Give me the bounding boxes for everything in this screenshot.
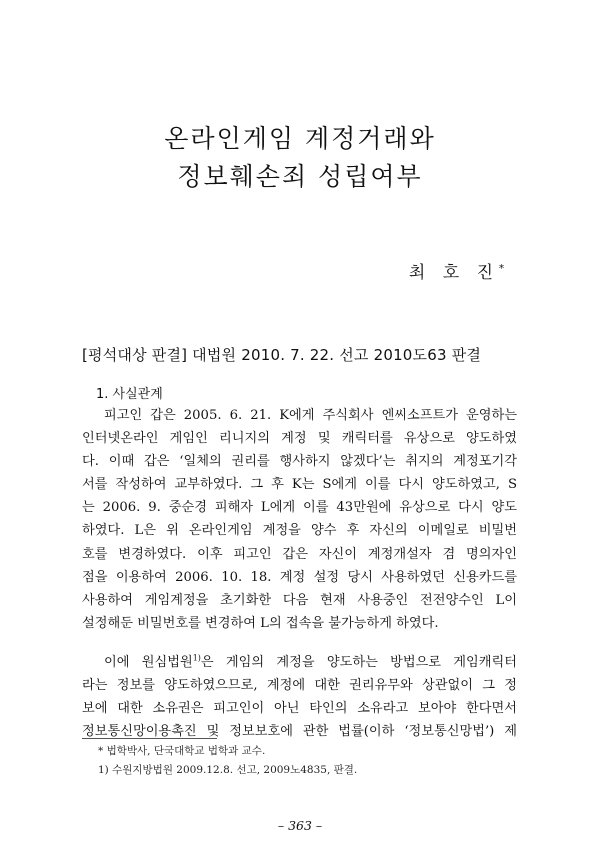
paragraph-line: 호를 변경하였다. 이후 피고인 갑은 자신이 계정개설자 겸 명의자인 (82, 546, 517, 562)
footnote-1: 1) 수원지방법원 2009.12.8. 선고, 2009노4835, 판결. (98, 764, 358, 776)
footnote-ref-1: 1) (192, 653, 201, 663)
article-title-line-1: 온라인게임 계정거래와 (164, 124, 436, 153)
footnotes (98, 742, 357, 780)
paragraph-line: 다. 이때 갑은 ‘일체의 권리를 행사하지 않겠다’는 취지의 계정포기각 (82, 454, 517, 470)
paragraph-lower-court (82, 651, 517, 743)
paragraph-line: 사용하여 게임계정을 초기화한 다음 현재 사용중인 전전양수인 L이 (82, 592, 517, 608)
author-footnote-mark: * (499, 263, 504, 275)
footnote-author: * 법학박사, 단국대학교 법학과 교수. (98, 745, 266, 757)
section-heading: 1. 사실관계 (96, 387, 163, 402)
article-title-line-2: 정보훼손죄 성립여부 (177, 162, 423, 191)
author-name (409, 258, 504, 283)
paragraph-line: 설정해둔 비밀번호를 변경하여 L의 접속을 불가능하게 하였다. (82, 615, 439, 631)
case-heading: [평석대상 판결] 대법원 2010. 7. 22. 선고 2010도63 판결 (82, 346, 482, 364)
paragraph-line: 하였다. L은 위 온라인게임 계정을 양수 후 자신의 이메일로 비밀번 (82, 523, 517, 539)
paragraph-line (82, 651, 517, 674)
paragraph-line: 인터넷온라인 게임인 리니지의 계정 및 캐릭터를 유상으로 양도하였 (82, 431, 517, 447)
paragraph-line: 정보통신망이용촉진 및 정보보호에 관한 법률(이하 ‘정보통신망법’) 제 (82, 724, 517, 740)
paragraph-line: 서를 작성하여 교부하였다. 그 후 K는 S에게 이를 다시 양도하였고, S (82, 477, 517, 493)
author-name-text: 최 호 진 (408, 263, 499, 283)
paragraph-line: 라는 정보를 양도하였으므로, 계정에 대한 권리유무와 상관없이 그 정 (82, 678, 517, 694)
paragraph-line: 보에 대한 소유권은 피고인이 아닌 타인의 소유라고 보아야 한다면서 (82, 701, 517, 717)
page-number: – 363 – (277, 818, 323, 833)
text-run: 이에 원심법원 (104, 655, 193, 670)
paragraph-line: 점을 이용하여 2006. 10. 18. 계정 설정 당시 사용하였던 신용카드를 (82, 569, 517, 585)
paragraph-facts (82, 404, 517, 635)
text-run: 은 게임의 계정을 양도하는 방법으로 게임캐릭터 (200, 655, 517, 670)
paragraph-line: 피고인 갑은 2005. 6. 21. K에게 주식회사 엔씨소프트가 운영하는 (104, 408, 517, 423)
footnote-divider (82, 738, 217, 739)
paragraph-line: 는 2006. 9. 중순경 피해자 L에게 이를 43만원에 유상으로 다시 양도 (82, 500, 517, 516)
